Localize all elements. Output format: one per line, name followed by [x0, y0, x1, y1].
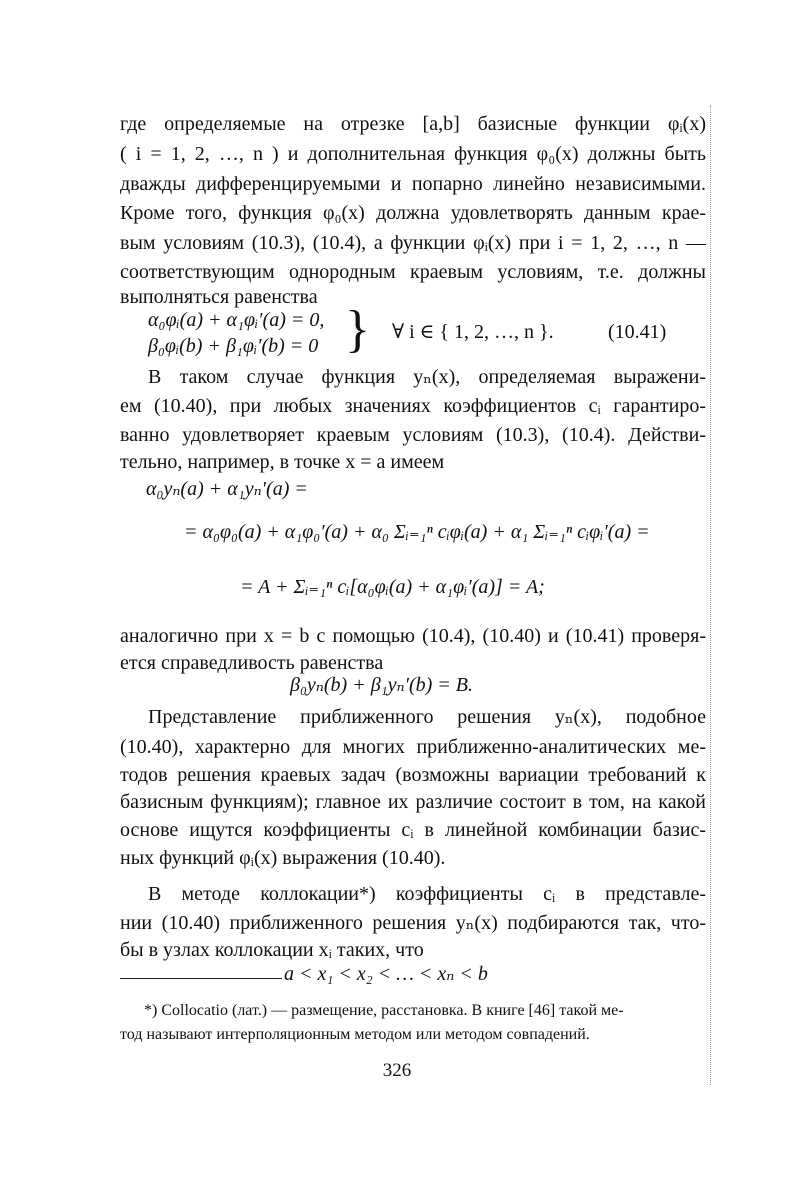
text-line: дважды дифференцируемыми и попарно линейно независимыми.	[120, 173, 706, 195]
brace: }	[345, 301, 370, 358]
text-line: бы в узлах коллокации xᵢ таких, что	[120, 939, 424, 961]
text-line: тельно, например, в точке x = a имеем	[120, 451, 445, 473]
text-line: В таком случае функция yₙ(x), определяемая выражени-	[148, 366, 706, 388]
text-line: В методе коллокации*) коэффициенты cᵢ в представле-	[148, 883, 706, 905]
text-line: ( i = 1, 2, …, n ) и дополнительная функция φ₀(x) должны быть	[120, 143, 706, 165]
text-line: (10.40), характерно для многих приближенно-аналитических ме-	[120, 736, 706, 758]
text-line: Кроме того, функция φ₀(x) должна удовлетворять данным крае-	[120, 202, 706, 224]
text-line: вым условиям (10.3), (10.4), а функции φᵢ(x) при i = 1, 2, …, n —	[120, 232, 706, 254]
equation-10-41-line1: α₀φᵢ(a) + α₁φᵢ′(a) = 0,	[148, 309, 325, 331]
equation-number: (10.41)	[608, 321, 667, 343]
footnote-rule	[120, 978, 282, 979]
text-line: где определяемые на отрезке [a,b] базисные функции φᵢ(x)	[120, 113, 706, 135]
footnote-line: тод называют интерполяционным методом или методом совпадений.	[120, 1026, 590, 1043]
text-line: соответствующим однородным краевым условиям, т.е. должны	[120, 261, 706, 283]
text-line: ется справедливость равенства	[120, 652, 384, 674]
equation-a-line3: = A + Σᵢ₌₁ⁿ cᵢ[α₀φᵢ(a) + α₁φᵢ′(a)] = A;	[240, 576, 545, 598]
text-line: Представление приближенного решения yₙ(x), подобное	[148, 706, 706, 728]
equation-a-line1: α₀yₙ(a) + α₁yₙ′(a) =	[146, 478, 308, 500]
text-line: ных функций φᵢ(x) выражения (10.40).	[120, 847, 446, 869]
text-line: ем (10.40), при любых значениях коэффициентов cᵢ гарантиро-	[120, 395, 706, 417]
page-number: 326	[382, 1060, 412, 1081]
text-line: ванно удовлетворяет краевым условиям (10.3), (10.4). Действи-	[120, 424, 706, 446]
text-line: выполняться равенства	[120, 286, 318, 308]
text-line: основе ищутся коэффициенты cᵢ в линейной комбинации базис-	[120, 819, 706, 841]
equation-10-41-condition: ∀ i ∈ { 1, 2, …, n }.	[392, 321, 554, 343]
text-line: нии (10.40) приближенного решения yₙ(x) подбираются так, что-	[120, 912, 706, 934]
equation-10-41-line2: β₀φᵢ(b) + β₁φᵢ′(b) = 0	[148, 335, 319, 357]
footnote-line: *) Collocatio (лат.) — размещение, расстановка. В книге [46] такой ме-	[144, 1002, 624, 1019]
equation-c: a < x₁ < x₂ < … < xₙ < b	[284, 963, 488, 985]
text-line: аналогично при x = b с помощью (10.4), (10.40) и (10.41) проверя-	[120, 625, 706, 647]
equation-a-line2: = α₀φ₀(a) + α₁φ₀′(a) + α₀ Σᵢ₌₁ⁿ cᵢφᵢ(a) + α₁ Σᵢ₌₁ⁿ cᵢφᵢ′(a) =	[184, 521, 650, 543]
text-line: тодов решения краевых задач (возможны вариации требований к	[120, 764, 706, 786]
text-line: базисным функциям); главное их различие состоит в том, на какой	[120, 791, 706, 813]
equation-b: β₀yₙ(b) + β₁yₙ′(b) = B.	[290, 674, 474, 696]
